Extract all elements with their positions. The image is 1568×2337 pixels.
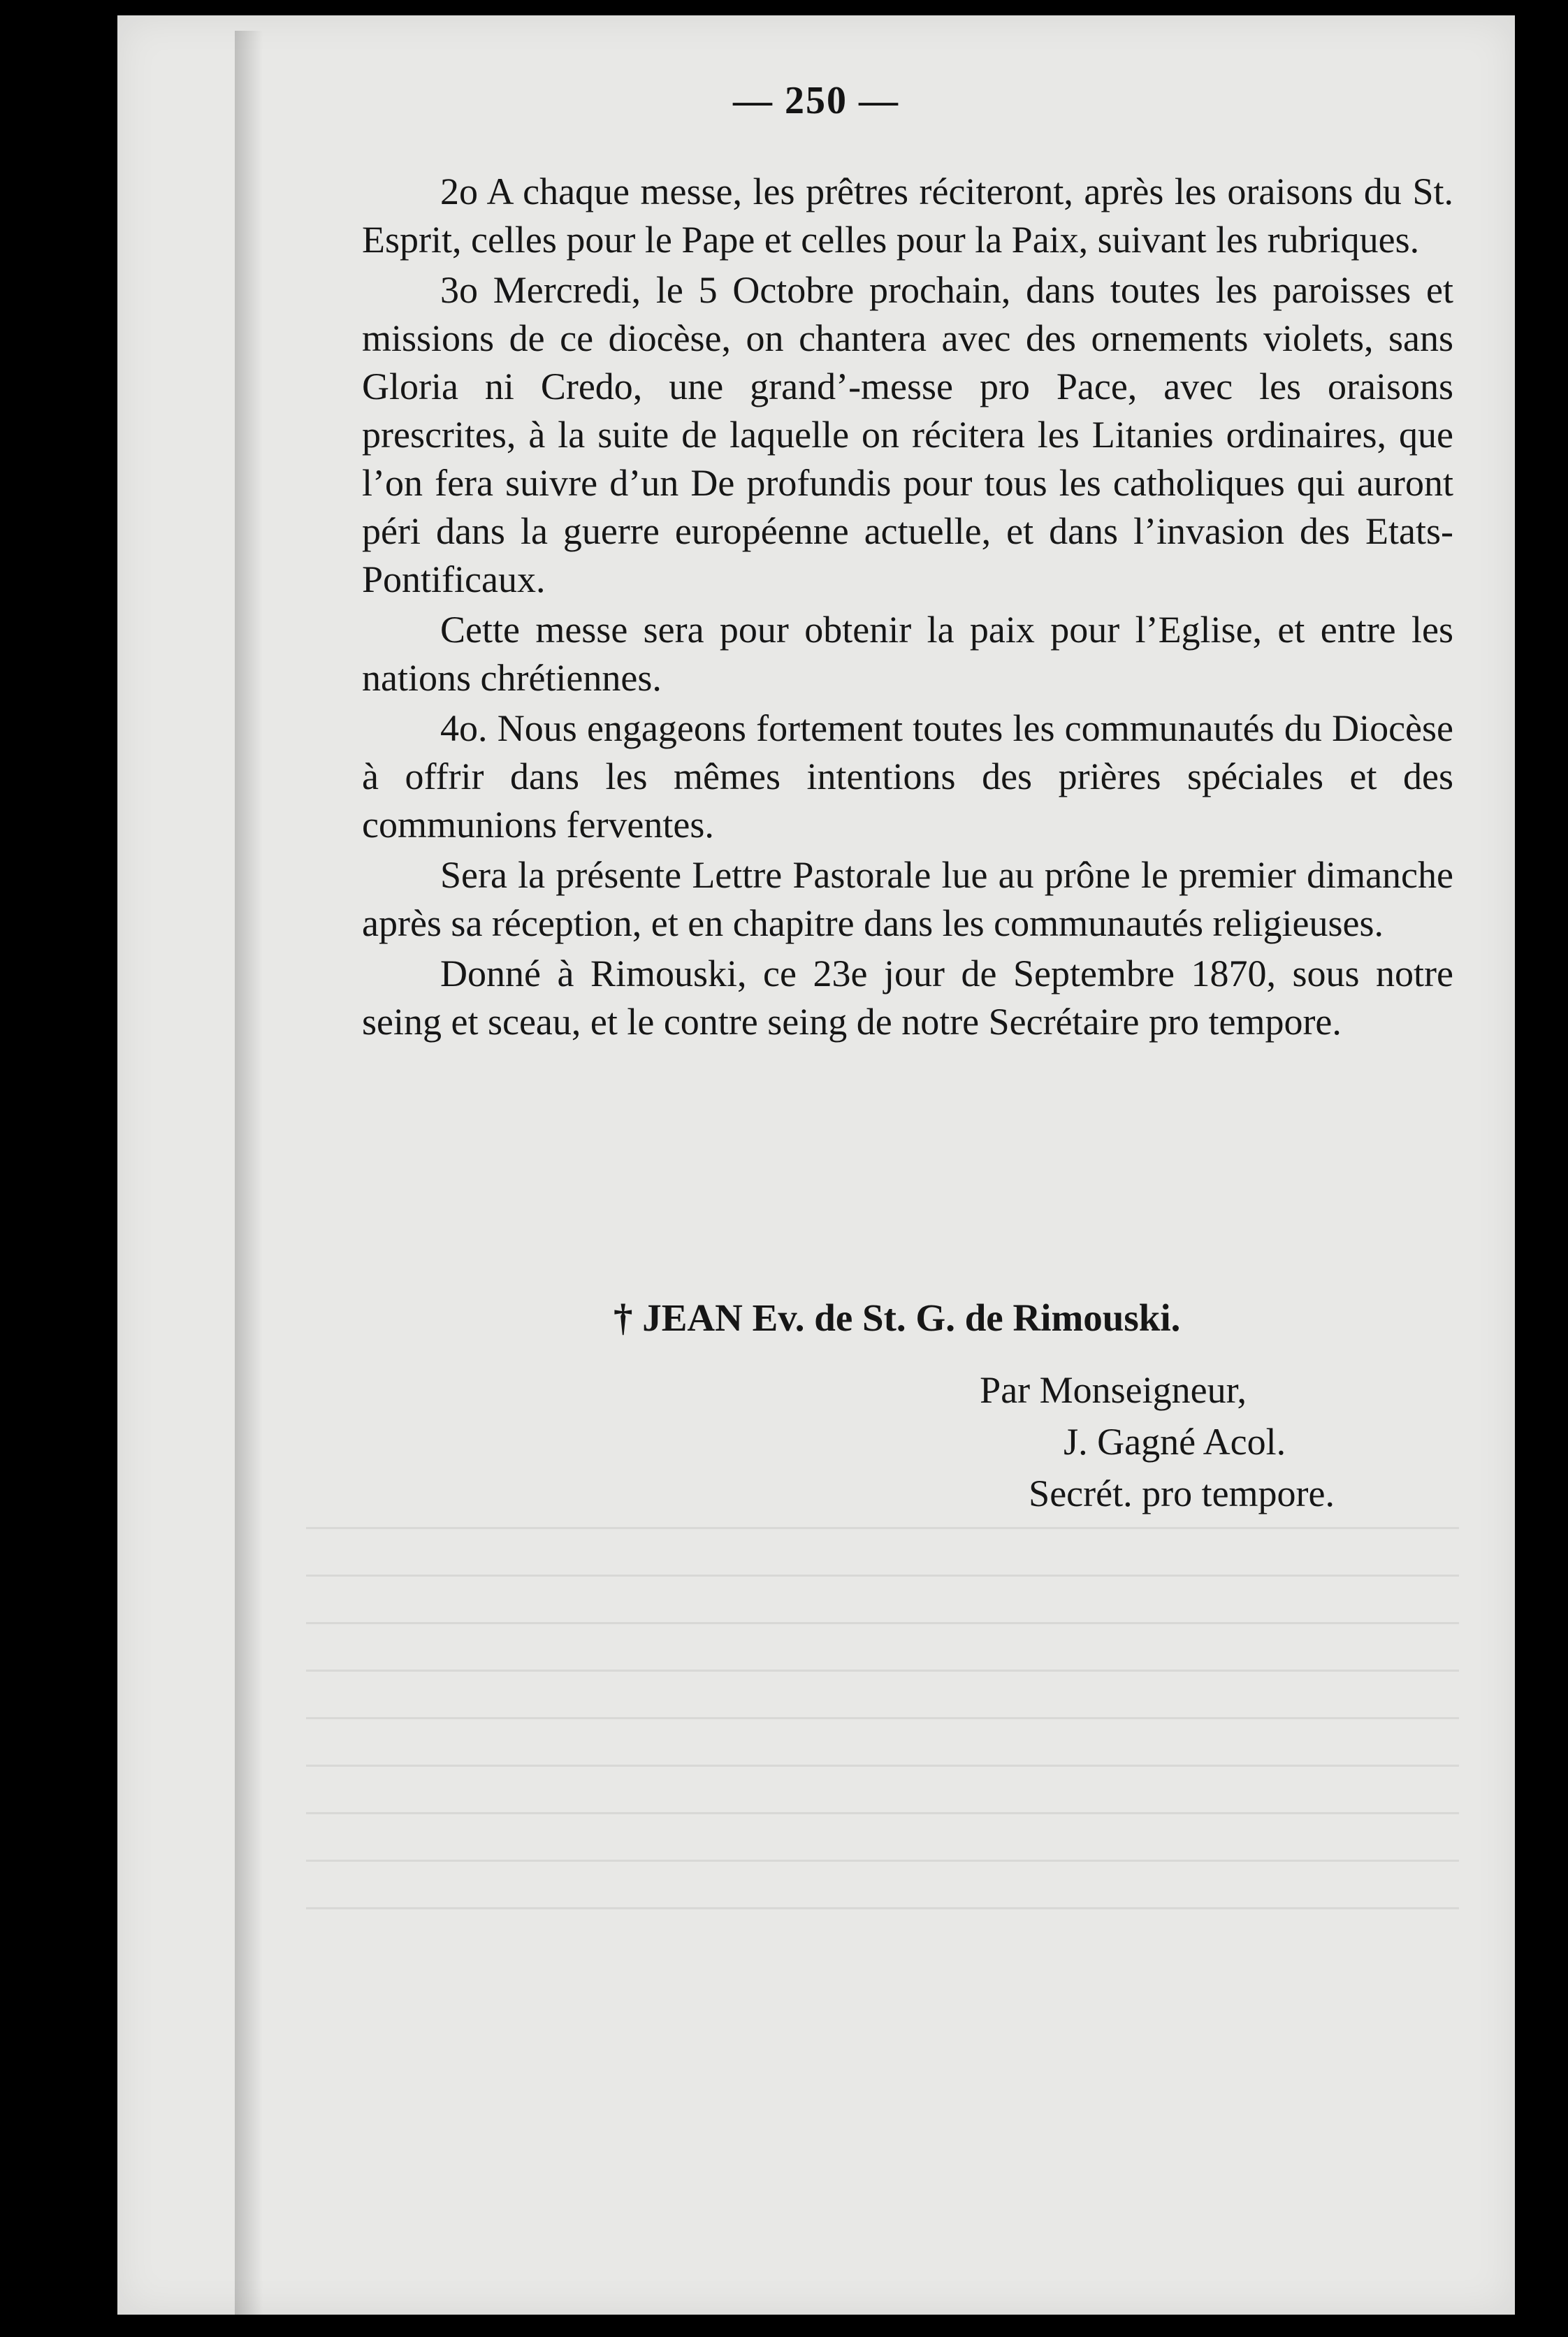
- bishop-signature: † JEAN Ev. de St. G. de Rimouski.: [614, 1296, 1181, 1339]
- body-text: [362, 168, 1453, 1048]
- paragraph-2o: 2o A chaque messe, les prêtres réciteront, après les oraisons du St. Esprit, celles pour le Pape et celles pour la Paix, suivant les rubriques.: [362, 171, 1453, 261]
- page-number: — 250 —: [733, 79, 899, 122]
- paragraph-4o: 4o. Nous engageons fortement toutes les communautés du Diocèse à offrir dans les mêmes intentions des prières spéciales et des communions ferventes.: [362, 707, 1453, 846]
- reverse-side-bleed-through: [306, 1518, 1459, 1909]
- secretary-signoff: [980, 1364, 1335, 1519]
- signoff-line-3: Secrét. pro tempore.: [1029, 1473, 1335, 1514]
- scanned-page: [117, 15, 1515, 2315]
- signoff-line-1: Par Monseigneur,: [980, 1369, 1247, 1411]
- page-fold-shadow: [235, 31, 263, 2330]
- paragraph-cette-messe: Cette messe sera pour obtenir la paix pour l’Eglise, et entre les nations chrétiennes.: [362, 609, 1453, 699]
- signoff-line-2: J. Gagné Acol.: [1064, 1421, 1286, 1463]
- paragraph-donne: Donné à Rimouski, ce 23e jour de Septembre 1870, sous notre seing et sceau, et le contre seing de notre Secrétaire pro tempore.: [362, 953, 1453, 1043]
- paragraph-sera-la-presente: Sera la présente Lettre Pastorale lue au prône le premier dimanche après sa réception, et en chapitre dans les communautés religieuses.: [362, 854, 1453, 944]
- paragraph-3o: 3o Mercredi, le 5 Octobre prochain, dans toutes les paroisses et missions de ce diocèse, on chantera avec des ornements violets, sans Gloria ni Credo, une grand’-messe pro Pace, avec les oraisons prescrites, à la suite de laquelle on récitera les Litanies ordinaires, que l’on fera suivre d’un De profundis pour tous les catholiques qui auront péri dans la guerre européenne actuelle, et dans l’invasion des Etats-Pontificaux.: [362, 269, 1453, 600]
